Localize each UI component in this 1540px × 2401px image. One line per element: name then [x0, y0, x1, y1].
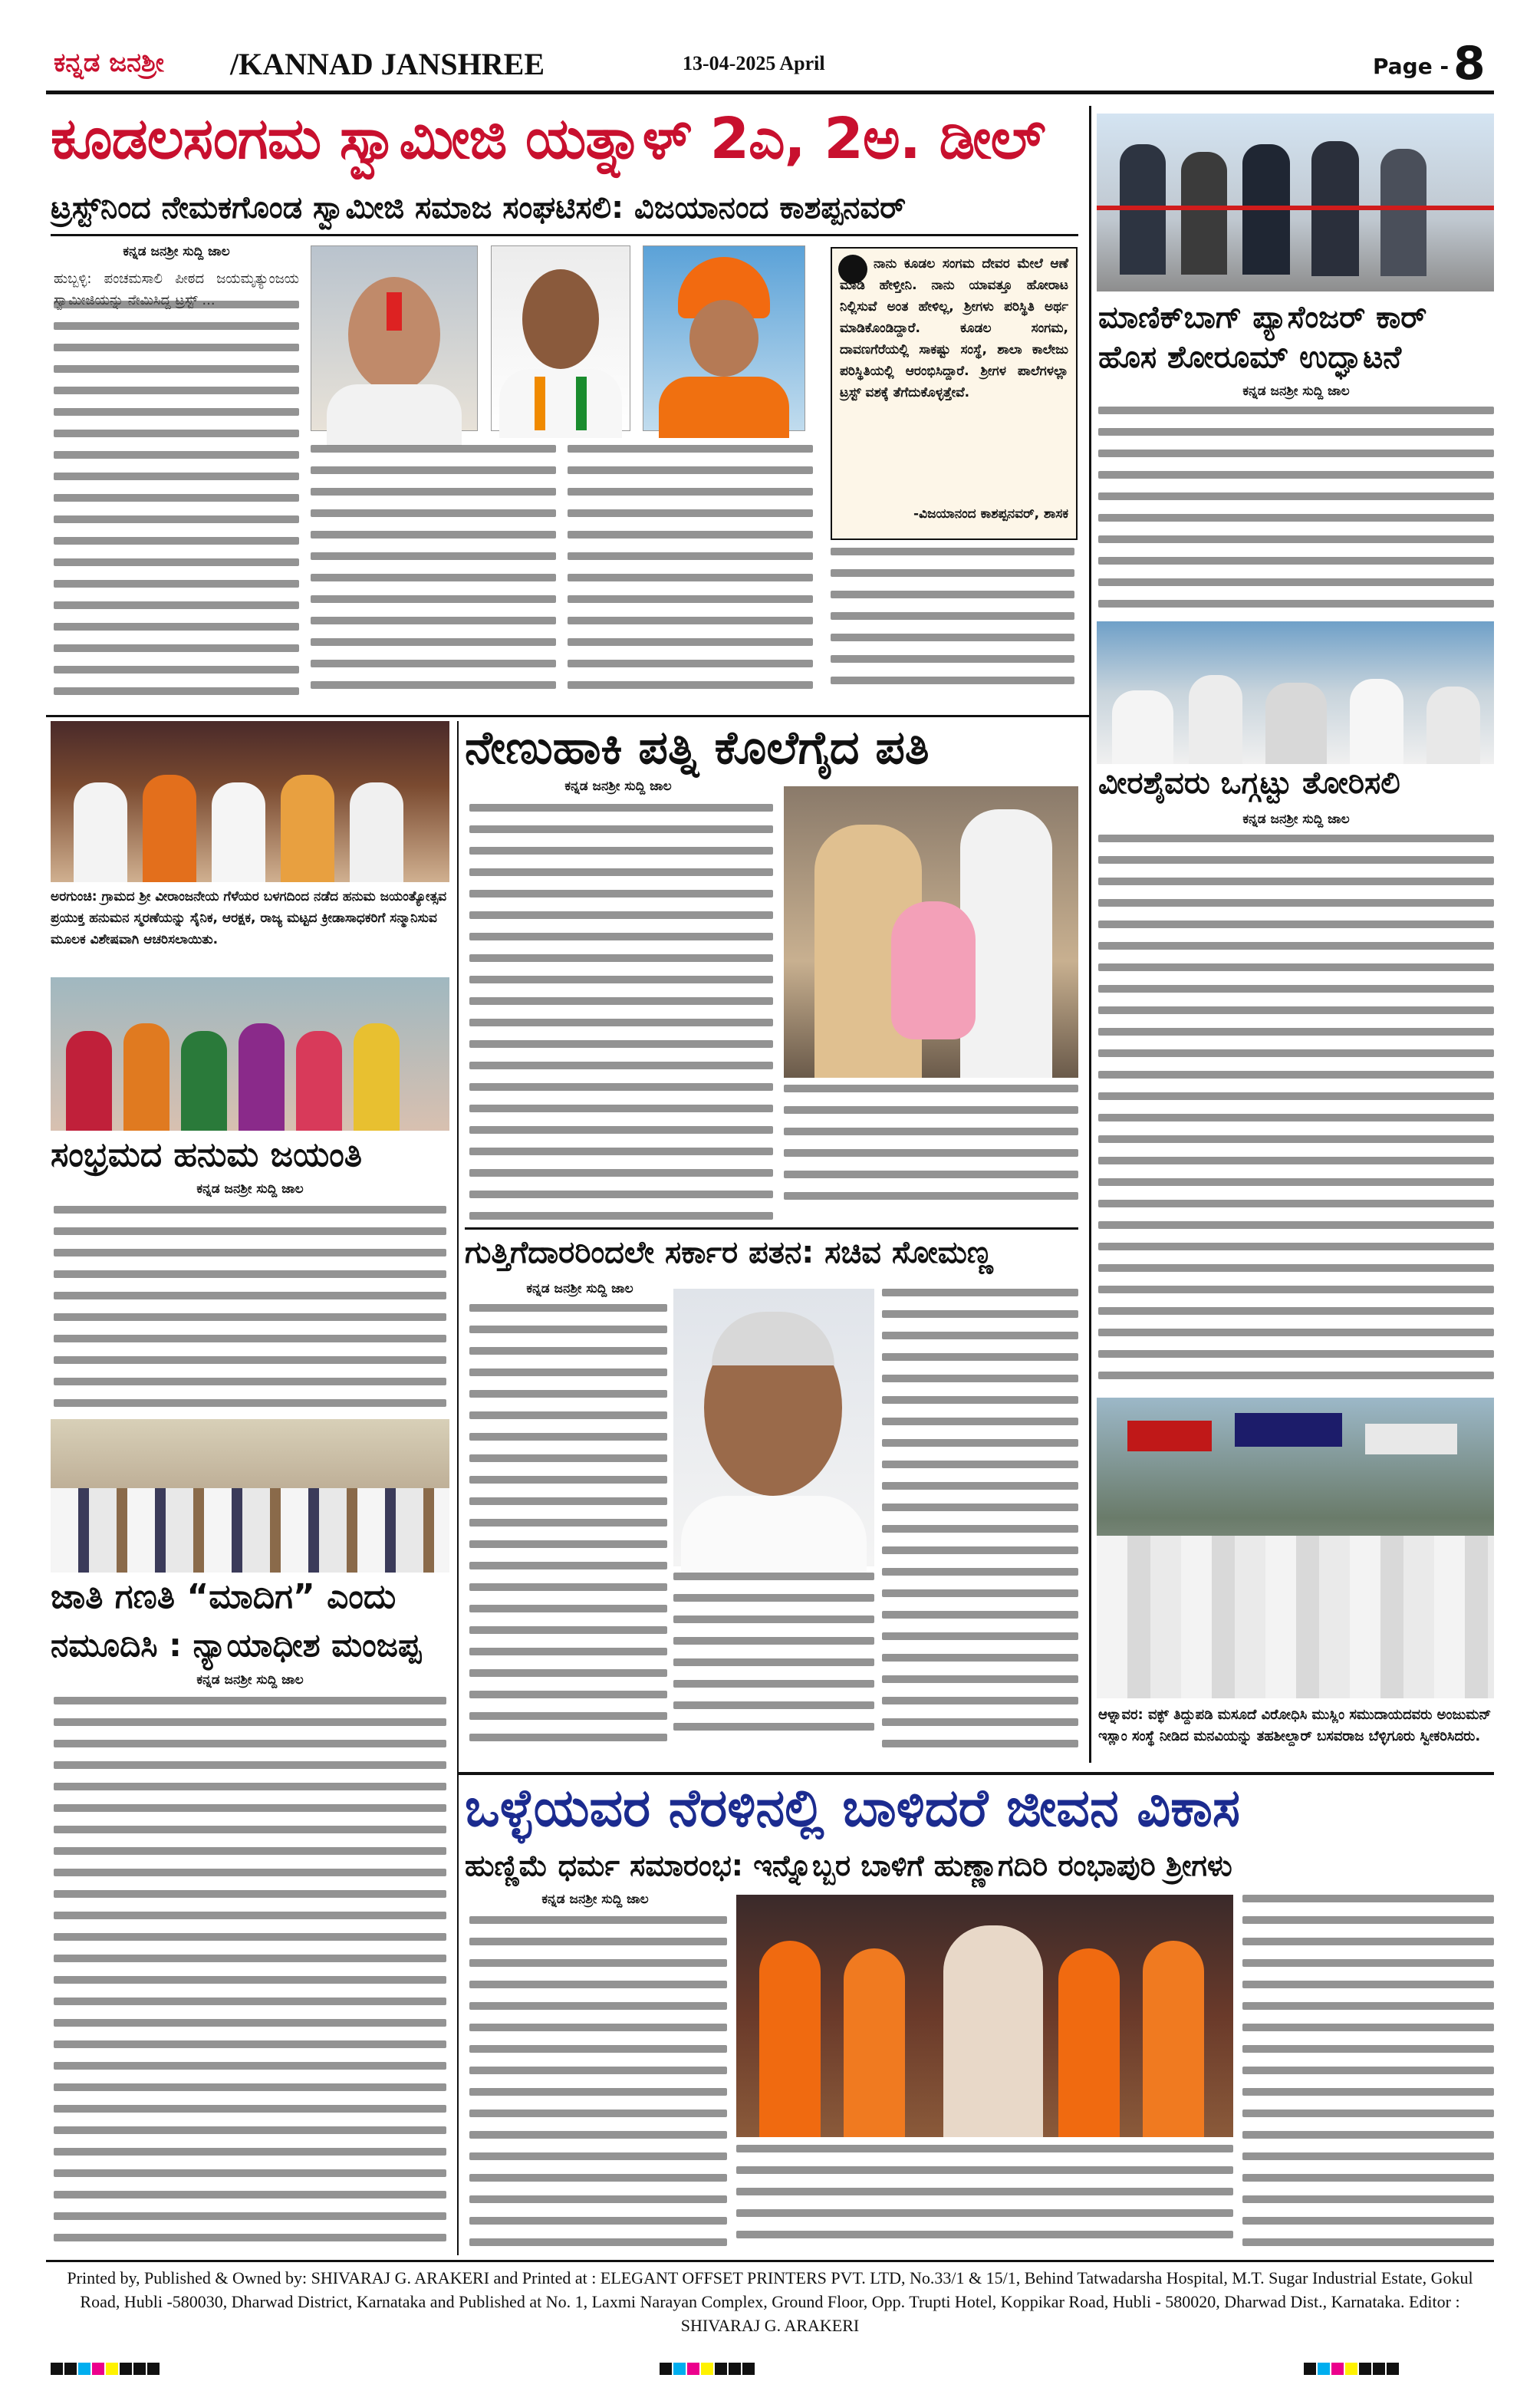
- footer-rule: [46, 2260, 1494, 2262]
- photo-kashappanavar: [491, 245, 630, 431]
- imprint: Printed by, Published & Owned by: SHIVARAJ G. ARAKERI and Printed at : ELEGANT OFFSET PRINTERS PVT. LTD, No.33/1 & 15/1, Behind Tatwadarsha Hospital, M.T. Sugar Industrial Estate, Gokul Road, Hubli -580030, Dharwad District, Karnataka and Published at No. 1, Laxmi Narayan Complex, Ground Floor, Opp. Trupti Hotel, Koppikar Road, Hubli - 580020, Dharwad Dist., Karnataka. Editor : SHIVARAJ G. ARAKERI: [67, 2268, 1473, 2335]
- lead-sub-rule: [51, 234, 1078, 236]
- right-story2-headline: ವೀರಶೈವರು ಒಗ್ಗಟ್ಟು ತೋರಿಸಲಿ: [1098, 766, 1400, 801]
- photo-swamiji: [643, 245, 805, 431]
- masthead-rule: [46, 91, 1494, 94]
- nenu-body-col2: [784, 1085, 1078, 1223]
- photo-rambhapuri-swamiji: [736, 1895, 1233, 2137]
- bottom-body-col2: [736, 2145, 1233, 2254]
- sarkar-body-col3: [882, 1289, 1078, 1764]
- photo-jati-ganati-meeting: [51, 1419, 449, 1573]
- photo-veerashaiva-meeting: [1097, 621, 1494, 764]
- lead-body-col1: [54, 301, 299, 711]
- color-registration-right: [1304, 2363, 1400, 2378]
- jati-headline-line1: ಜಾತಿ ಗಣತಿ “ಮಾದಿಗ” ಎಂದು: [51, 1577, 397, 1616]
- photo-aragunchi-felicitation: [51, 721, 449, 882]
- bottom-headline: ಒಳ್ಳೆಯವರ ನೆರಳಿನಲ್ಲಿ ಬಾಳಿದರೆ ಜೀವನ ವಿಕಾಸ: [465, 1778, 1240, 1839]
- jati-body: [54, 1697, 446, 2253]
- page-number: 8: [1453, 37, 1486, 91]
- column-divider-right: [1089, 106, 1091, 1763]
- hanuma-body: [54, 1206, 446, 1413]
- hanuma-byline: ಕನ್ನಡ ಜನಶ್ರೀ ಸುದ್ದಿ ಜಾಲ: [196, 1181, 304, 1197]
- right-story1-byline: ಕನ್ನಡ ಜನಶ್ರೀ ಸುದ್ದಿ ಜಾಲ: [1242, 384, 1350, 399]
- caption-protest: ಆಳ್ನಾವರ: ವಕ್ಫ್ ತಿದ್ದುಪಡಿ ಮಸೂದೆ ವಿರೋಧಿಸಿ ಮುಸ್ಲಿಂ ಸಮುದಾಯದವರು ಅಂಜುಮನ್ ಇಸ್ಲಾಂ ಸಂಸ್ಥೆ ನೀಡಿದ ಮನವಿಯನ್ನು ತಹಶೀಲ್ದಾರ್ ಬಸವರಾಜ ಬೆಳ್ಳಿಗೂರು ಸ್ವೀಕರಿಸಿದರು.: [1098, 1707, 1492, 1744]
- lead-body-col4: [831, 548, 1074, 709]
- bottom-byline: ಕನ್ನಡ ಜನಶ್ರೀ ಸುದ್ದಿ ಜಾಲ: [541, 1892, 649, 1907]
- right-story1-body: [1098, 407, 1494, 612]
- lead-bottom-rule: [46, 715, 1089, 717]
- lead-quote-text: ನಾನು ಕೂಡಲ ಸಂಗಮ ದೇವರ ಮೇಲೆ ಆಣೆ ಮಾಡಿ ಹೇಳ್ತೀನಿ. ನಾನು ಯಾವತ್ತೂ ಹೋರಾಟ ನಿಲ್ಲಿಸುವೆ ಅಂತ ಹೇಳಿಲ್ಲ, ಶ್ರೀಗಳು ಪರಿಸ್ಥಿತಿ ಅರ್ಥ ಮಾಡಿಕೊಂಡಿದ್ದಾರೆ. ಕೂಡಲ ಸಂಗಮ, ದಾವಣಗೆರೆಯಲ್ಲಿ ಸಾಕಷ್ಟು ಸಂಸ್ಥೆ, ಶಾಲಾ ಕಾಲೇಜು ಪರಿಸ್ಥಿತಿಯಲ್ಲಿ ಆರಂಭಿಸಿದ್ದಾರೆ. ಶ್ರೀಗಳ ಪಾಲೆಗಳಲ್ಲಾ ಟ್ರಸ್ಟ್ ವಶಕ್ಕೆ ತೆಗೆದುಕೊಳ್ಳತ್ತೇವೆ.: [840, 256, 1068, 400]
- photo-somanna: [673, 1289, 874, 1566]
- page-label: Page -: [1373, 54, 1450, 79]
- nenu-body-col1: [469, 804, 773, 1223]
- right-story1-headline: ಮಾಣಿಕ್‌ಬಾಗ್ ಪ್ಯಾಸೆಂಜರ್ ಕಾರ್ ಹೊಸ ಶೋರೂಮ್ ಉದ್ಘಾಟನೆ: [1098, 300, 1427, 375]
- nenu-byline: ಕನ್ನಡ ಜನಶ್ರೀ ಸುದ್ದಿ ಜಾಲ: [564, 779, 672, 794]
- sarkar-byline: ಕನ್ನಡ ಜನಶ್ರೀ ಸುದ್ದಿ ಜಾಲ: [526, 1281, 633, 1296]
- right-story2-body: [1098, 835, 1494, 1388]
- hanuma-headline: ಸಂಭ್ರಮದ ಹನುಮ ಜಯಂತಿ: [51, 1135, 363, 1174]
- lead-quote-box: [831, 247, 1078, 540]
- jati-byline: ಕನ್ನಡ ಜನಶ್ರೀ ಸುದ್ದಿ ಜಾಲ: [196, 1672, 304, 1688]
- caption-aragunchi: ಅರಗುಂಚಿ: ಗ್ರಾಮದ ಶ್ರೀ ವೀರಾಂಜನೇಯ ಗೆಳೆಯರ ಬಳಗದಿಂದ ನಡೆದ ಹನುಮ ಜಯಂತ್ಯೋತ್ಸವ ಪ್ರಯುಕ್ತ ಹನುಮನ ಸ್ಮರಣೆಯನ್ನು ಸೈನಿಕ, ಆರಕ್ಷಕ, ರಾಜ್ಯ ಮಟ್ಟದ ಕ್ರೀಡಾಸಾಧಕರಿಗೆ ಸನ್ಮಾನಿಸುವ ಮೂಲಕ ವಿಶೇಷವಾಗಿ ಆಚರಿಸಲಾಯಿತು.: [51, 889, 447, 947]
- lead-body-intro: ಹುಬ್ಬಳ್ಳಿ: ಪಂಚಮಸಾಲಿ ಪೀಠದ ಜಯಮೃತ್ಯುಂಜಯ: [54, 271, 299, 287]
- lead-byline: ಕನ್ನಡ ಜನಶ್ರೀ ಸುದ್ದಿ ಜಾಲ: [123, 244, 230, 259]
- sarkar-headline: ಗುತ್ತಿಗೆದಾರರಿಂದಲೇ ಸರ್ಕಾರ ಪತನ: ಸಚಿವ ಸೋಮಣ್ಣ: [465, 1235, 993, 1270]
- lead-subheadline: ಟ್ರಸ್ಟ್‌ನಿಂದ ನೇಮಕಗೊಂಡ ಸ್ವಾಮೀಜಿ ಸಮಾಜ ಸಂಘಟಿಸಲಿ: ವಿಜಯಾನಂದ ಕಾಶಪ್ಪನವರ್: [51, 190, 907, 226]
- photo-showroom-inauguration: [1097, 114, 1494, 291]
- paper-name-kannada: ಕನ್ನಡ ಜನಶ್ರೀ: [54, 48, 164, 78]
- photo-protest-rally: [1097, 1398, 1494, 1698]
- bottom-subheadline: ಹುಣ್ಣಿಮೆ ಧರ್ಮ ಸಮಾರಂಭ: ಇನ್ನೊಬ್ಬರ ಬಾಳಿಗೆ ಹುಣ್ಣಾಗದಿರಿ ರಂಭಾಪುರಿ ಶ್ರೀಗಳು: [465, 1849, 1232, 1882]
- lead-headline: ಕೂಡಲಸಂಗಮ ಸ್ವಾಮೀಜಿ ಯತ್ನಾಳ್ 2ಎ, 2ಅ. ಡೀಲ್: [51, 106, 1045, 172]
- column-divider-left: [457, 721, 459, 2255]
- nenu-bottom-rule: [465, 1227, 1078, 1230]
- photo-yatnal: [311, 245, 478, 431]
- lead-quote-attrib: -ವಿಜಯಾನಂದ ಕಾಶಪ್ಪನವರ್, ಶಾಸಕ: [913, 506, 1068, 522]
- right-story2-byline: ಕನ್ನಡ ಜನಶ್ರೀ ಸುದ್ದಿ ಜಾಲ: [1242, 812, 1350, 827]
- photo-hanuma-jayanti: [51, 977, 449, 1131]
- bottom-story-top-rule: [459, 1772, 1494, 1775]
- paper-name-english: /KANNAD JANSHREE: [230, 47, 545, 81]
- color-registration-left: [51, 2363, 161, 2378]
- jati-headline-line2: ನಮೂದಿಸಿ : ನ್ಯಾಯಾಧೀಶ ಮಂಜಪ್ಪ: [51, 1626, 422, 1664]
- lead-body-col2: [311, 445, 556, 710]
- lead-body-col3: [568, 445, 813, 710]
- nenu-headline: ನೇಣುಹಾಕಿ ಪತ್ನಿ ಕೊಲೆಗೈದ ಪತಿ: [465, 721, 930, 775]
- photo-couple-baby: [784, 786, 1078, 1078]
- sarkar-body-col1: [469, 1304, 667, 1764]
- bottom-body-col1: [469, 1916, 727, 2254]
- issue-date: 13-04-2025 April: [683, 52, 825, 74]
- sarkar-body-col2: [673, 1573, 874, 1764]
- bottom-body-col3: [1242, 1895, 1494, 2254]
- color-registration-mid: [660, 2363, 756, 2378]
